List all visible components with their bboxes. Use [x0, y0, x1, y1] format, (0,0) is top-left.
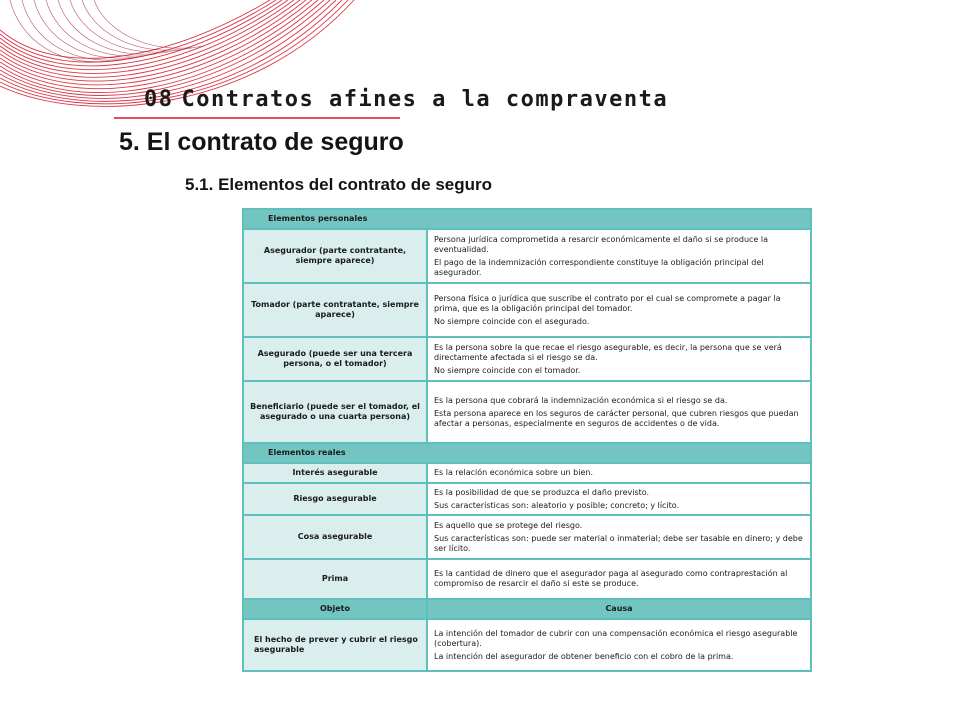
description-cell — [427, 559, 811, 599]
description-cell — [427, 463, 811, 483]
section-header-row — [243, 599, 811, 619]
term-cell: Asegurador (parte contratante, siempre aparece) — [243, 229, 427, 283]
table-row — [243, 337, 811, 381]
section-header-row — [243, 209, 811, 229]
description-text: Es aquello que se protege del riesgo. — [434, 520, 583, 530]
insurance-elements-table — [242, 208, 812, 672]
description-text: Sus características son: puede ser material o inmaterial; debe ser tasable en dinero; y debe ser lícito. — [434, 533, 803, 553]
description-text: No siempre coincide con el asegurado. — [434, 316, 590, 326]
chapter-number: 08 — [144, 87, 174, 112]
chapter-heading — [144, 86, 668, 114]
table-row — [243, 381, 811, 443]
term-cell: Interés asegurable — [243, 463, 427, 483]
description-text: Persona jurídica comprometida a resarcir económicamente el daño si se produce la eventualidad. — [434, 234, 769, 254]
description-text: La intención del tomador de cubrir con una compensación económica el riesgo asegurable (cobertura). — [434, 628, 798, 648]
objeto-cell: El hecho de prever y cubrir el riesgo asegurable — [243, 619, 427, 671]
causa-header: Causa — [427, 599, 811, 619]
term-cell: Riesgo asegurable — [243, 483, 427, 515]
description-text: Es la persona que cobrará la indemnización económica si el riesgo se da. — [434, 395, 728, 405]
term-cell: Prima — [243, 559, 427, 599]
term-cell: Asegurado (puede ser una tercera persona, o el tomador) — [243, 337, 427, 381]
description-text: Es la persona sobre la que recae el riesgo asegurable, es decir, la persona que se verá directamente afectada si el riesgo se da. — [434, 342, 782, 362]
table-row — [243, 283, 811, 337]
description-cell — [427, 283, 811, 337]
causa-cell — [427, 619, 811, 671]
table-row — [243, 619, 811, 671]
description-text: La intención del asegurador de obtener beneficio con el cobro de la prima. — [434, 651, 734, 661]
table-row — [243, 229, 811, 283]
real-elements-header: Elementos reales — [243, 443, 811, 463]
section-subtitle: 5.1. Elementos del contrato de seguro — [185, 175, 493, 194]
table-row — [243, 515, 811, 559]
table-row — [243, 559, 811, 599]
chapter-title: Contratos afines a la compraventa — [181, 87, 669, 112]
description-text: Esta persona aparece en los seguros de carácter personal, que cubren riesgos que puedan afectar a personas, especialmente en seguros de accidentes o de vida. — [434, 408, 799, 428]
description-text: Es la cantidad de dinero que el asegurador paga al asegurado como contraprestación al compromiso de resarcir el daño si este se produce. — [434, 569, 788, 588]
description-text: Persona física o jurídica que suscribe el contrato por el cual se compromete a pagar la prima, que es la obligación principal del tomador. — [434, 293, 781, 313]
description-cell — [427, 515, 811, 559]
description-text: El pago de la indemnización correspondiente constituye la obligación principal del asegurador. — [434, 257, 764, 277]
table-row — [243, 463, 811, 483]
description-text: Sus características son: aleatorio y posible; concreto; y lícito. — [434, 500, 680, 510]
term-cell: Beneficiario (puede ser el tomador, el asegurado o una cuarta persona) — [243, 381, 427, 443]
description-cell — [427, 229, 811, 283]
section-header-row — [243, 443, 811, 463]
term-cell: Tomador (parte contratante, siempre aparece) — [243, 283, 427, 337]
description-text: Es la posibilidad de que se produzca el daño previsto. — [434, 487, 650, 497]
table-row — [243, 483, 811, 515]
objeto-header: Objeto — [243, 599, 427, 619]
description-text: Es la relación económica sobre un bien. — [434, 468, 593, 477]
page-title: 5. El contrato de seguro — [119, 128, 404, 156]
description-text: No siempre coincide con el tomador. — [434, 365, 581, 375]
description-cell — [427, 381, 811, 443]
description-cell — [427, 337, 811, 381]
description-cell — [427, 483, 811, 515]
personal-elements-header: Elementos personales — [243, 209, 811, 229]
term-cell: Cosa asegurable — [243, 515, 427, 559]
